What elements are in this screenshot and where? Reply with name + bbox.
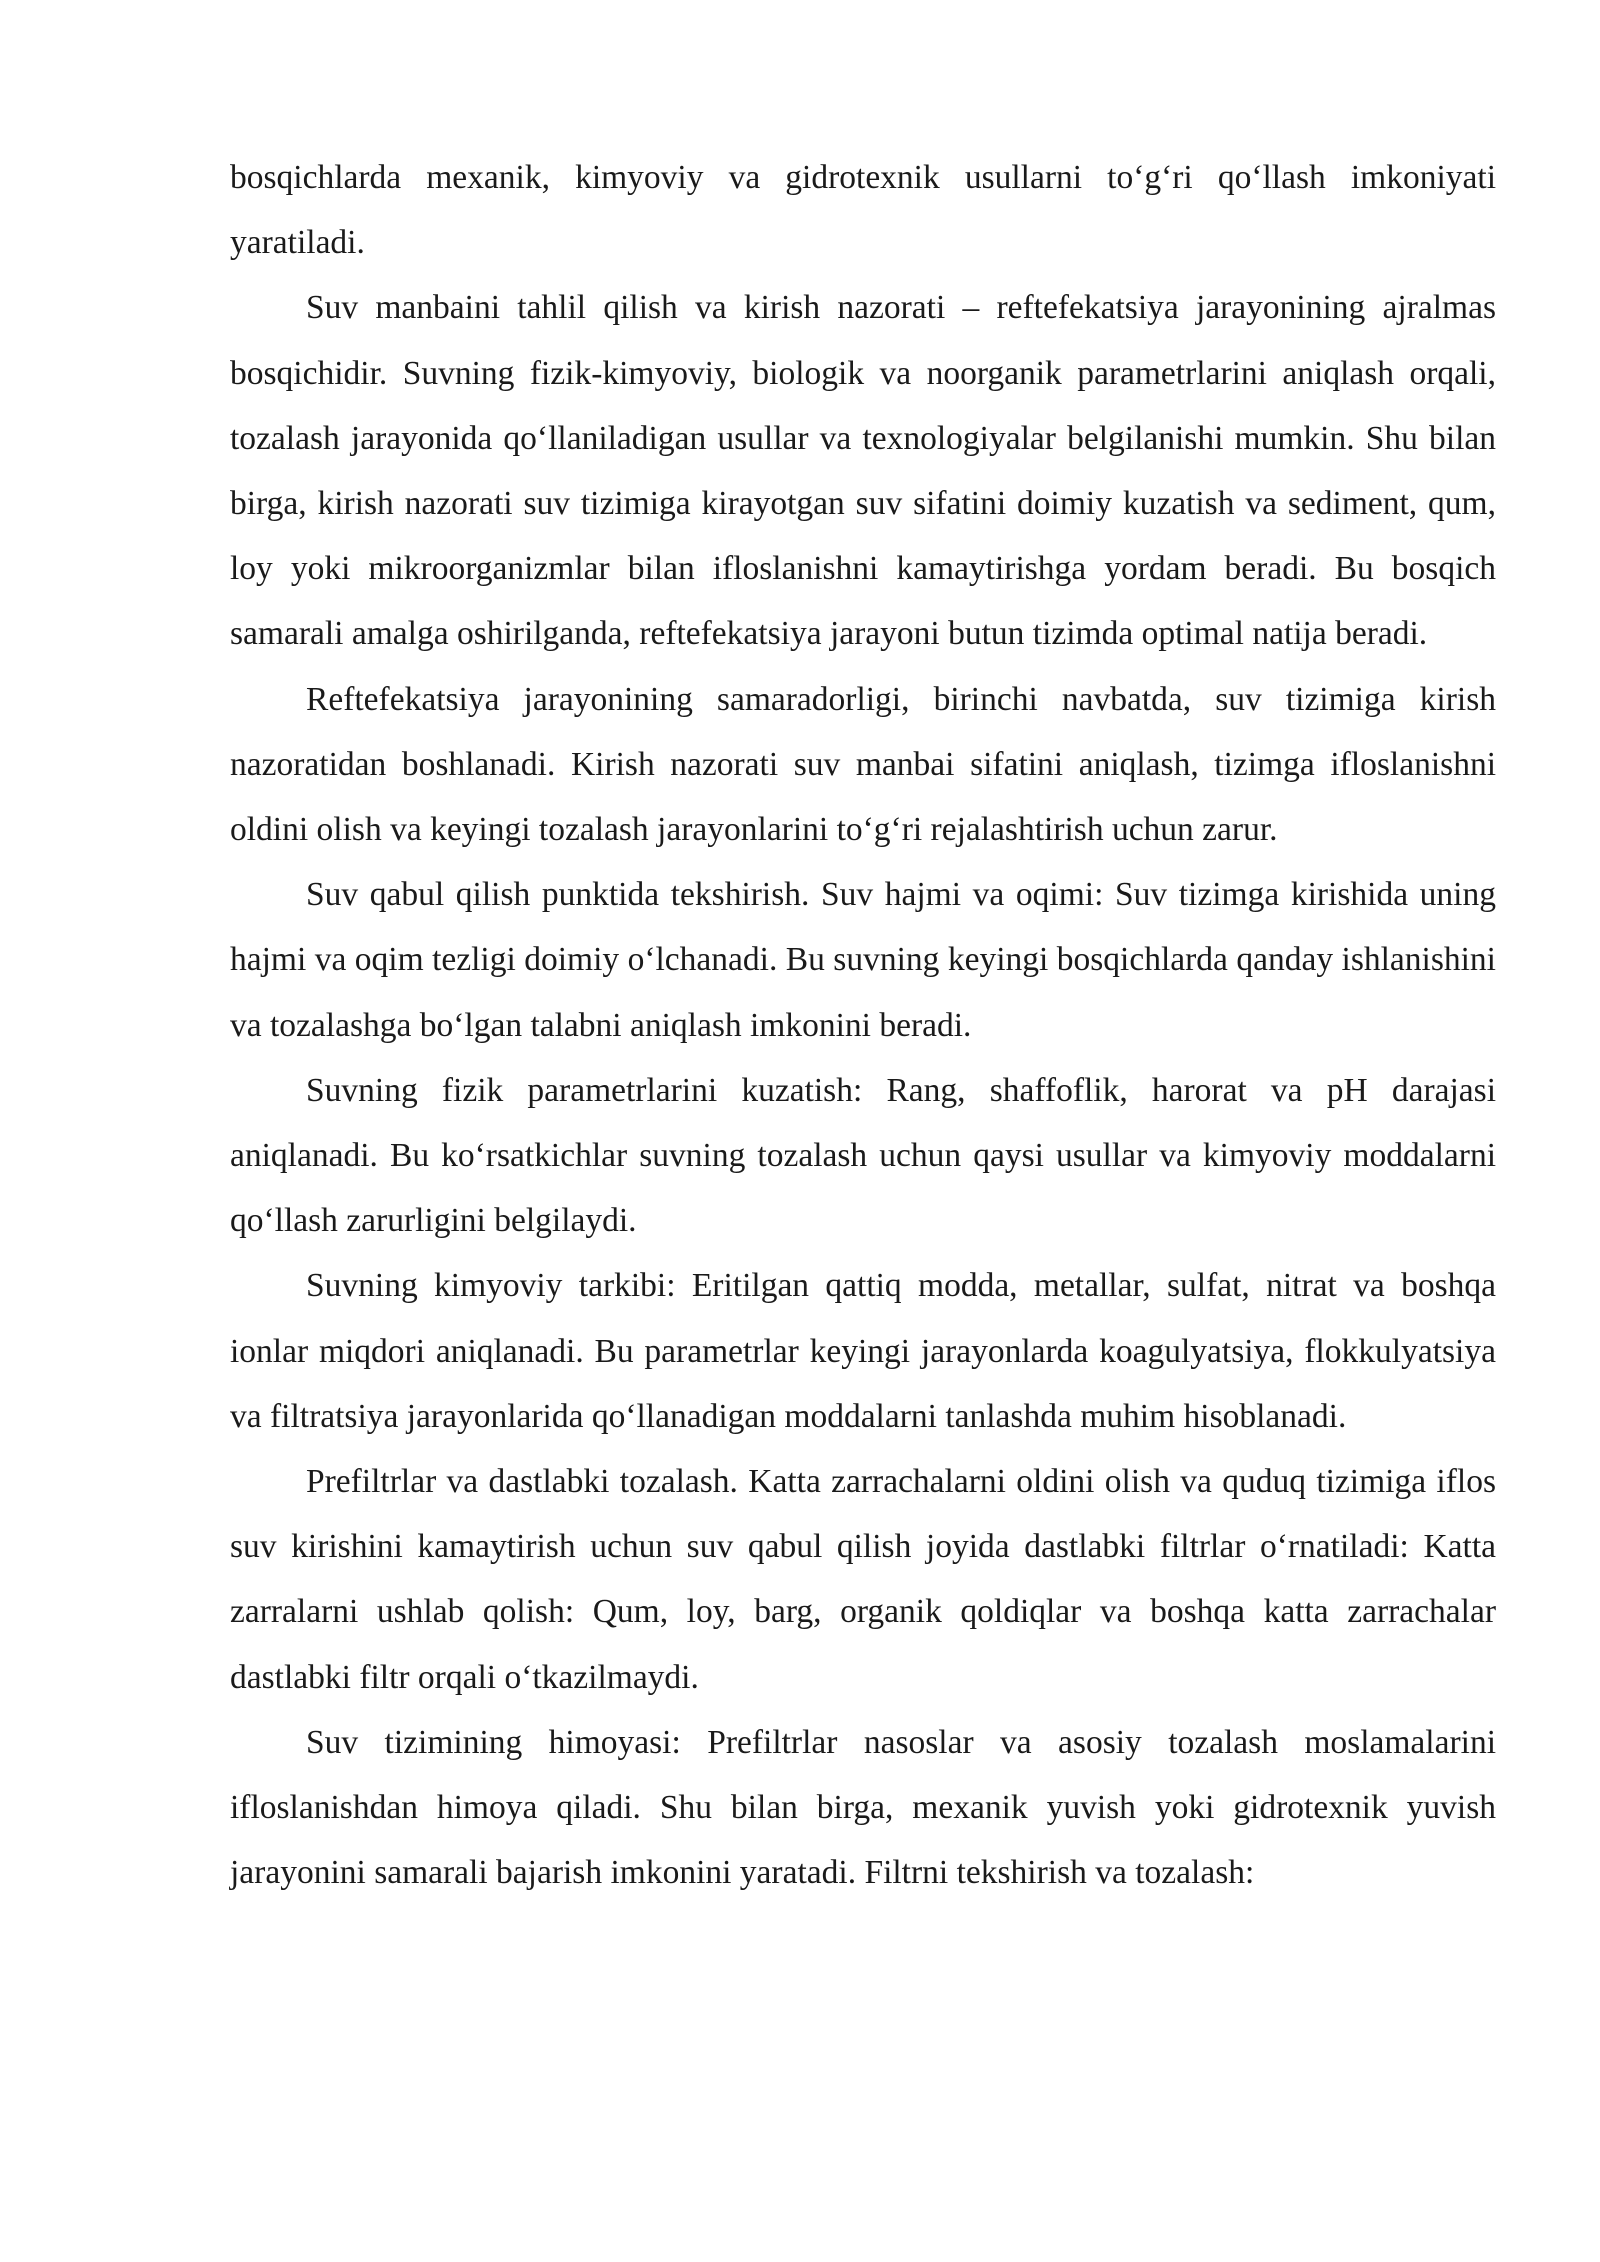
paragraph: Suvning kimyoviy tarkibi: Eritilgan qattiq modda, metallar, sulfat, nitrat va boshqa ionlar miqdori aniqlanadi. Bu parametrlar keyingi jarayonlarda koagulyatsiya, flokkulyatsiya va filtratsiya jarayonlarida qo‘llanadigan moddalarni tanlashda muhim hisoblanadi. xyxy=(230,1267,1496,1435)
paragraph: Prefiltrlar va dastlabki tozalash. Katta zarrachalarni oldini olish va quduq tizimiga iflos suv kirishini kamaytirish uchun suv qabul qilish joyida dastlabki filtrlar o‘rnatiladi: Katta zarralarni ushlab qolish: Qum, loy, barg, organik qoldiqlar va boshqa katta zarrachalar dastlabki filtr orqali o‘tkazilmaydi. xyxy=(230,1463,1496,1696)
paragraph: Suv tizimining himoyasi: Prefiltrlar nasoslar va asosiy tozalash moslamalarini ifloslanishdan himoya qiladi. Shu bilan birga, mexanik yuvish yoki gidrotexnik yuvish jarayonini samarali bajarish imkonini yaratadi. Filtrni tekshirish va tozalash: xyxy=(230,1723,1496,1892)
paragraph-continuation: bosqichlarda mexanik, kimyoviy va gidrotexnik usullarni to‘g‘ri qo‘llash imkoniyati yaratiladi. xyxy=(230,159,1496,262)
paragraph: Reftefekatsiya jarayonining samaradorligi, birinchi navbatda, suv tizimiga kirish nazoratidan boshlanadi. Kirish nazorati suv manbai sifatini aniqlash, tizimga ifloslanishni oldini olish va keyingi tozalash jarayonlarini to‘g‘ri rejalashtirish uchun zarur. xyxy=(230,680,1496,849)
body-text xyxy=(230,145,1496,1905)
paragraph: Suvning fizik parametrlarini kuzatish: Rang, shaffoflik, harorat va pH darajasi aniqlanadi. Bu ko‘rsatkichlar suvning tozalash uchun qaysi usullar va kimyoviy moddalarni qo‘llash zarurligini belgilaydi. xyxy=(230,1071,1496,1240)
paragraph: Suv qabul qilish punktida tekshirish. Suv hajmi va oqimi: Suv tizimga kirishida uning hajmi va oqim tezligi doimiy o‘lchanadi. Bu suvning keyingi bosqichlarda qanday ishlanishini va tozalashga bo‘lgan talabni aniqlash imkonini beradi. xyxy=(230,876,1496,1044)
paragraph: Suv manbaini tahlil qilish va kirish nazorati – reftefekatsiya jarayonining ajralmas bosqichidir. Suvning fizik-kimyoviy, biologik va noorganik parametrlarini aniqlash orqali, tozalash jarayonida qo‘llaniladigan usullar va texnologiyalar belgilanishi mumkin. Shu bilan birga, kirish nazorati suv tizimiga kirayotgan suv sifatini doimiy kuzatish va sediment, qum, loy yoki mikroorganizmlar bilan ifloslanishni kamaytirishga yordam beradi. Bu bosqich samarali amalga oshirilganda, reftefekatsiya jarayoni butun tizimda optimal natija beradi. xyxy=(230,289,1496,653)
